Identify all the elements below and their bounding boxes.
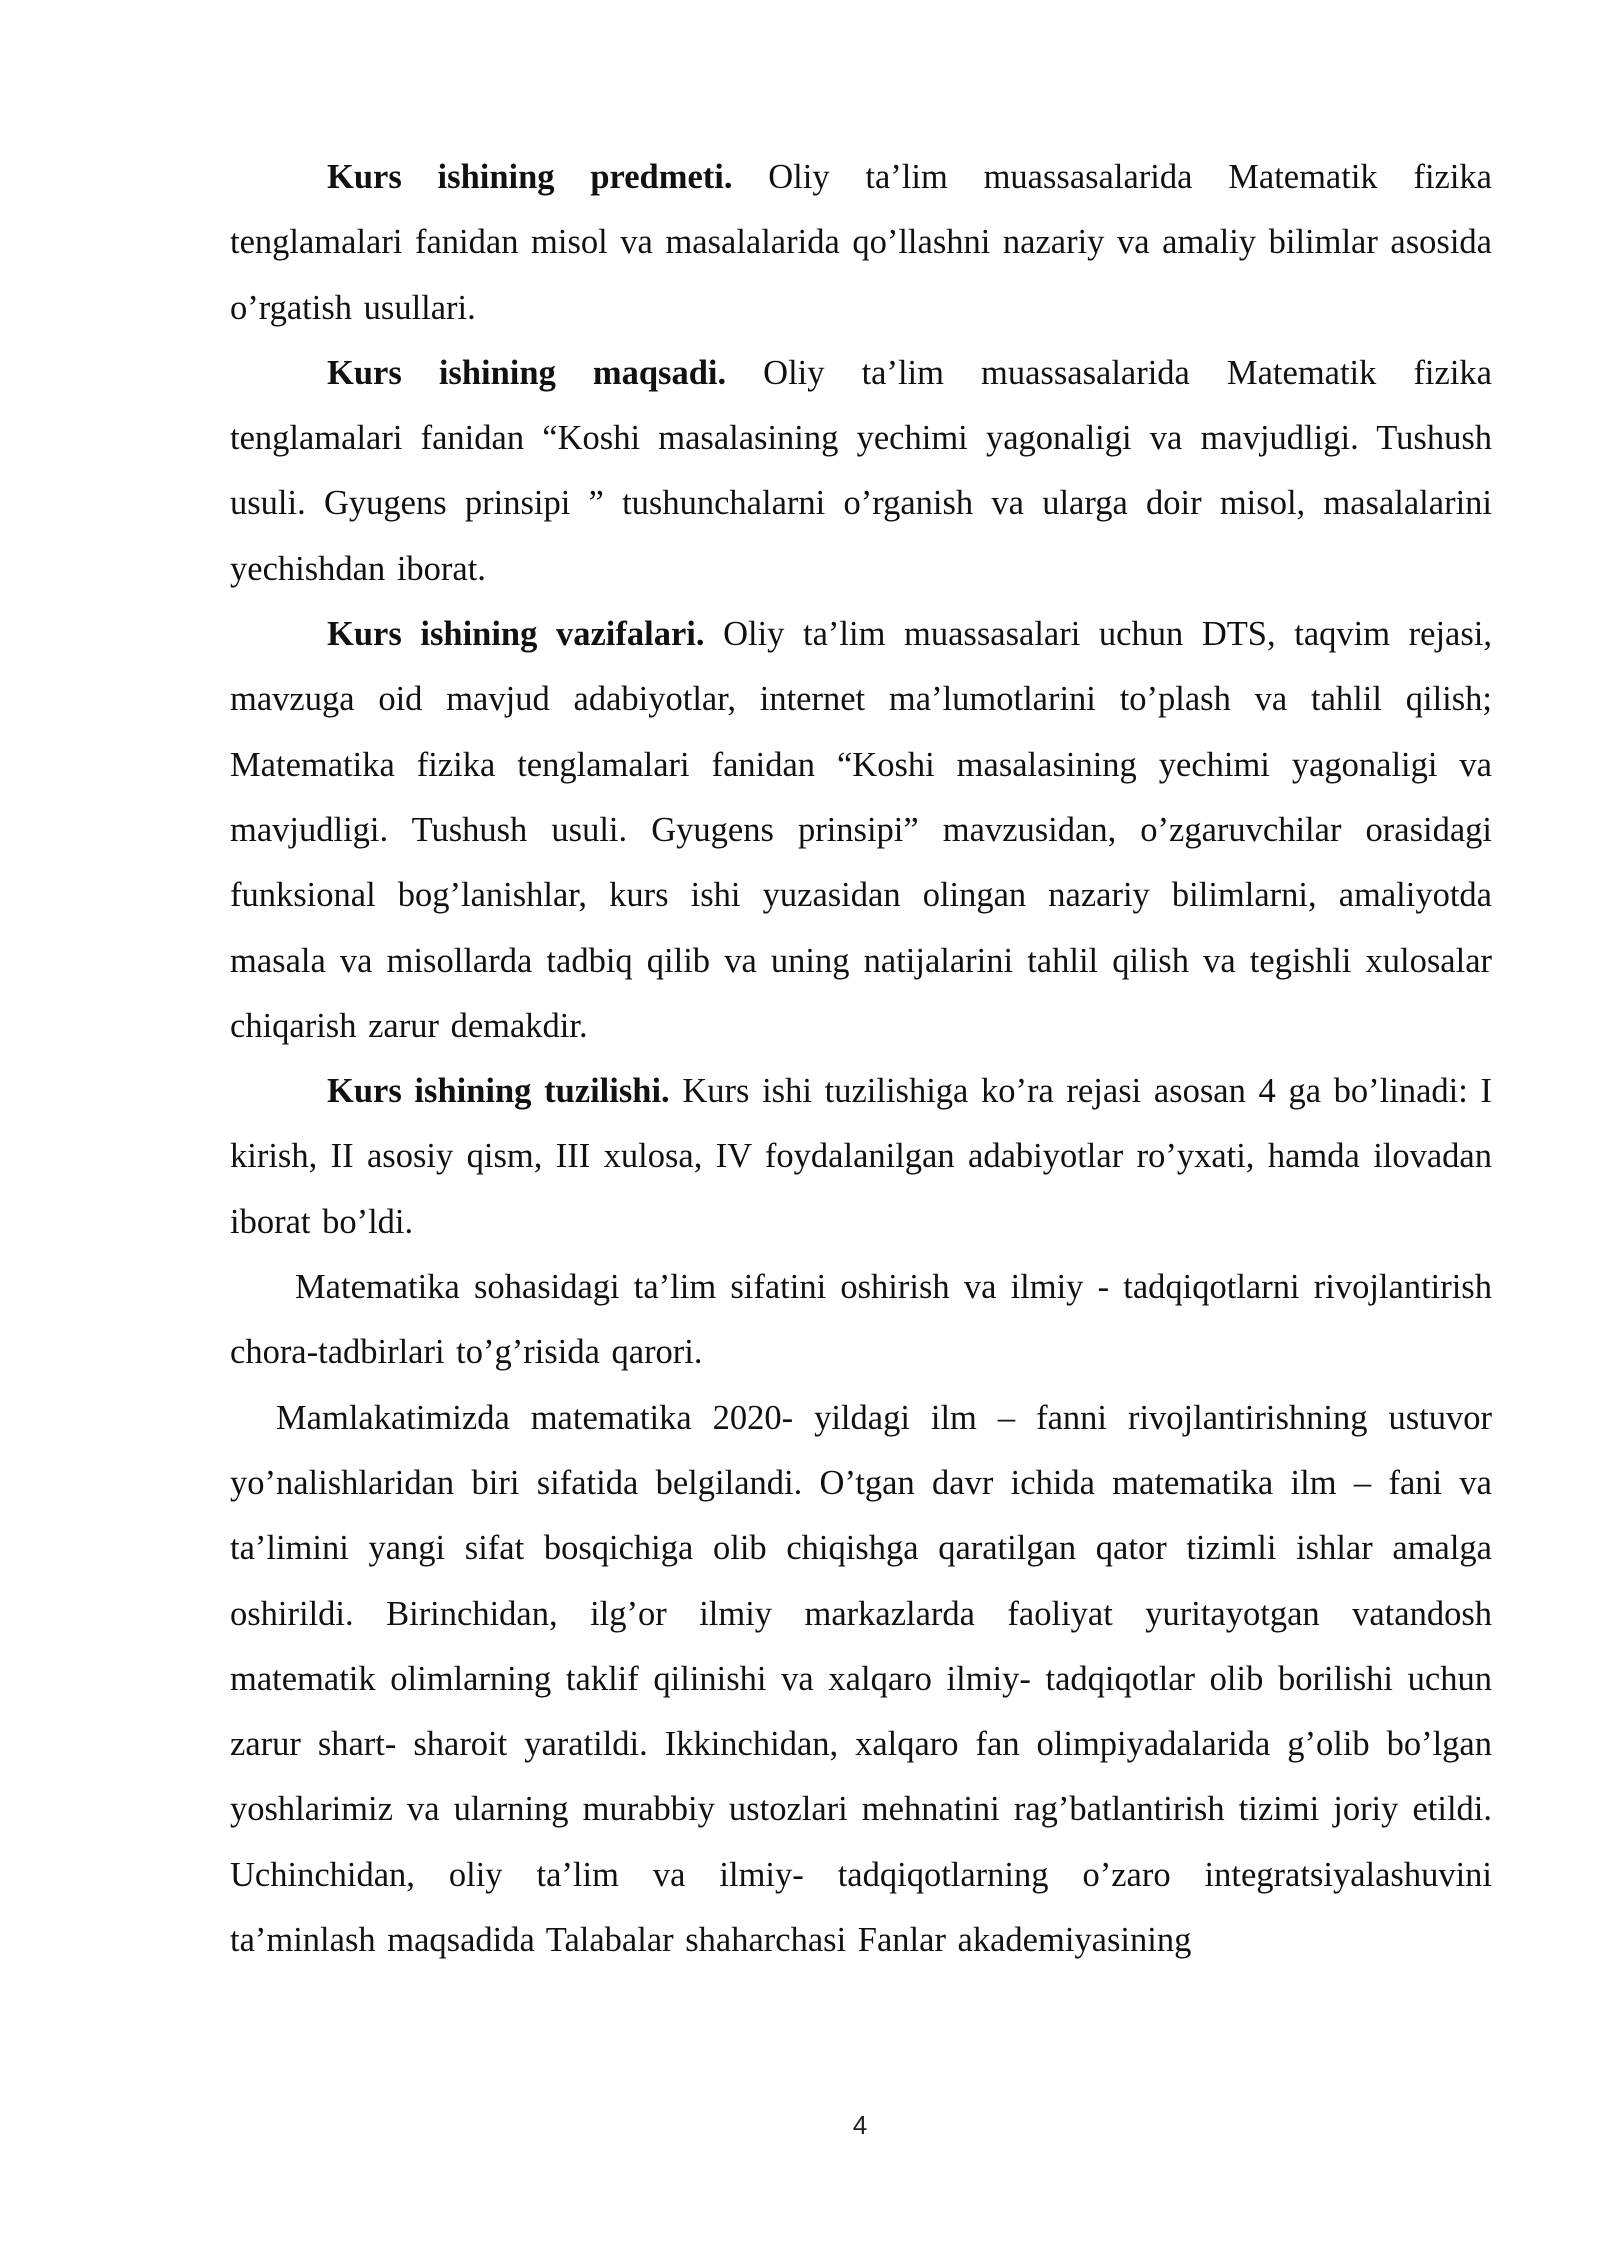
text-math-development: Mamlakatimizda matematika 2020- yildagi ilm – fanni rivojlantirishning ustuvor yo’nalishlaridan biri sifatida belgilandi. O’tgan davr ichida matematika ilm – fani va ta’limini yangi sifat bosqichiga olib chiqishga qaratilgan qator tizimli ishlar amalga oshirildi. Birinchidan, ilg’or ilmiy markazlarda faoliyat yuritayotgan vatandosh matematik olimlarning taklif qilinishi va xalqaro ilmiy- tadqiqotlar olib borilishi uchun zarur shart- sharoit yaratildi. Ikkinchidan, xalqaro fan olimpiyadalarida g’olib bo’lgan yoshlarimiz va ularning murabbiy ustozlari mehnatini rag’batlantirish tizimi joriy etildi. Uchinchidan, oliy ta’lim va ilmiy- tadqiqotlarning o’zaro integratsiyalashuvini ta’minlash maqsadida Talabalar shaharchasi Fanlar akademiyasining — [230, 1398, 1492, 1960]
page-number: 4 — [852, 2110, 868, 2140]
paragraph-math-development — [230, 1386, 1492, 1974]
heading-course-subject: Kurs ishining predmeti. — [327, 158, 733, 196]
heading-course-tasks: Kurs ishining vazifalari. — [327, 615, 705, 654]
text-math-resolution: Matematika sohasidagi ta’lim sifatini oshirish va ilmiy - tadqiqotlarni rivojlantirish chora-tadbirlari to’g’risida qarori. — [230, 1268, 1492, 1372]
paragraph-course-structure — [230, 1059, 1492, 1255]
paragraph-course-subject — [230, 145, 1492, 341]
heading-course-structure: Kurs ishining tuzilishi. — [327, 1072, 670, 1111]
paragraph-course-tasks — [230, 602, 1492, 1059]
document-body — [230, 145, 1492, 1973]
paragraph-math-resolution — [230, 1255, 1492, 1386]
paragraph-course-goal — [230, 341, 1492, 602]
text-course-subject: Oliy ta’lim muassasalarida Matematik fizika tenglamalari fanidan misol va masalalarida qo’llashni nazariy va amaliy bilimlar asosida o’rgatish usullari. — [230, 158, 1492, 327]
heading-course-goal: Kurs ishining maqsadi. — [327, 353, 727, 392]
text-course-tasks: Oliy ta’lim muassasalari uchun DTS, taqvim rejasi, mavzuga oid mavjud adabiyotlar, internet ma’lumotlarini to’plash va tahlil qilish; Matematika fizika tenglamalari fanidan “Koshi masalasining yechimi yagonaligi va mavjudligi. Tushush usuli. Gyugens prinsipi” mavzusidan, o’zgaruvchilar orasidagi funksional bog’lanishlar, kurs ishi yuzasidan olingan nazariy bilimlarni, amaliyotda masala va misollarda tadbiq qilib va uning natijalarini tahlil qilish va tegishli xulosalar chiqarish zarur demakdir. — [230, 615, 1492, 1045]
text-course-structure: Kurs ishi tuzilishiga ko’ra rejasi asosan 4 ga bo’linadi: I kirish, II asosiy qism, III xulosa, IV foydalanilgan adabiyotlar ro’yxati, hamda ilovadan iborat bo’ldi. — [230, 1072, 1492, 1241]
text-course-goal: Oliy ta’lim muassasalarida Matematik fizika tenglamalari fanidan “Koshi masalasining yechimi yagonaligi va mavjudligi. Tushush usuli. Gyugens prinsipi ” tushunchalarni o’rganish va ularga doir misol, masalalarini yechishdan iborat. — [230, 353, 1492, 588]
